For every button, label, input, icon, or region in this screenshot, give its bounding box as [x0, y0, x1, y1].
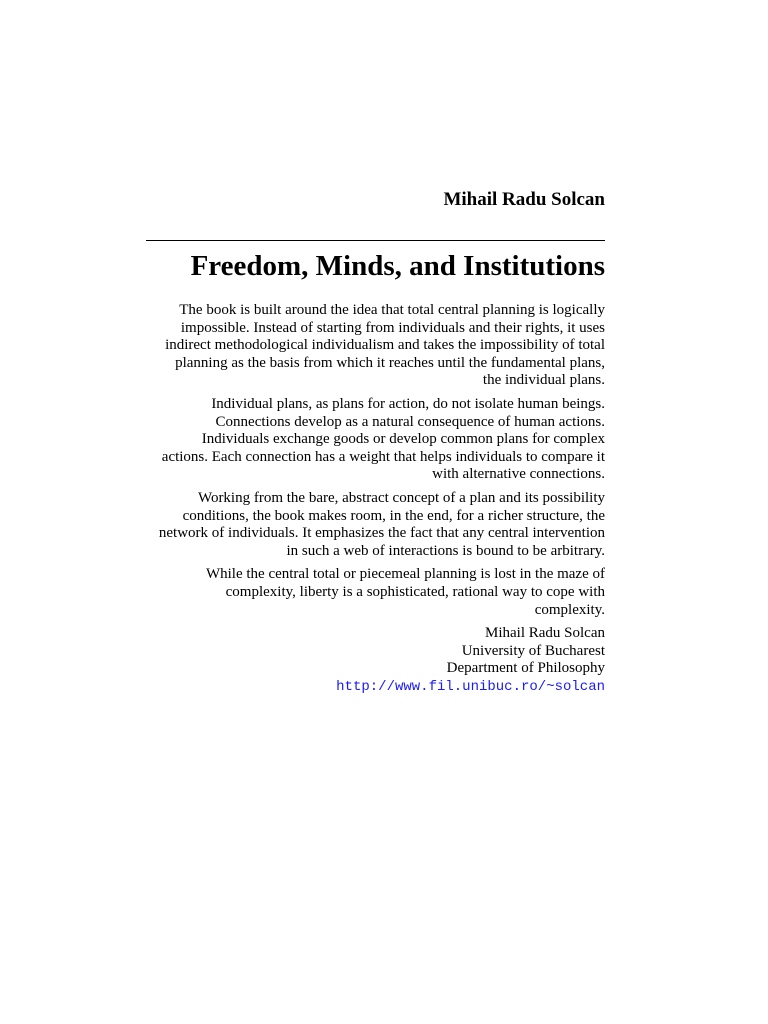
text-line: The book is built around the idea that total central planning is logically	[179, 302, 605, 318]
text-line: network of individuals. It emphasizes the fact that any central intervention	[158, 525, 605, 542]
text-line: indirect methodological individualism and takes the impossibility of total	[165, 337, 605, 354]
text-line: Working from the bare, abstract concept of a plan and its possibility	[197, 489, 605, 506]
text-line: conditions, the book makes room, in the end, for a richer structure, the	[182, 507, 605, 524]
text-line: Connections develop as a natural consequence of human actions.	[215, 413, 605, 430]
text-line: Individual plans, as plans for action, do not isolate human beings.	[211, 395, 605, 412]
homepage-link[interactable]: http://www.fil.unibuc.ro/~solcan	[336, 678, 605, 695]
text-line: impossible. Instead of starting from individuals and their rights, it uses	[180, 319, 605, 336]
text-line: Individuals exchange goods or develop common plans for complex	[201, 431, 605, 448]
abstract-paragraph-2	[146, 396, 605, 484]
abstract-paragraph-4	[146, 566, 605, 619]
text-line: planning as the basis from which it reaches until the fundamental plans,	[175, 354, 605, 371]
text-line: the individual plans.	[482, 372, 605, 389]
abstract	[146, 302, 605, 696]
signature-name: Mihail Radu Solcan	[485, 625, 605, 642]
text-line: complexity.	[534, 601, 605, 618]
signature-block	[146, 625, 605, 696]
signature-department: Department of Philosophy	[446, 660, 605, 677]
author-heading: Mihail Radu Solcan	[443, 189, 605, 210]
abstract-paragraph-1	[146, 302, 605, 390]
text-line: complexity, liberty is a sophisticated, rational way to cope with	[225, 583, 605, 600]
text-line: actions. Each connection has a weight that helps individuals to compare it	[161, 448, 605, 465]
title-rule	[146, 240, 605, 241]
book-title: Freedom, Minds, and Institutions	[190, 250, 605, 282]
signature-url-line	[146, 678, 605, 697]
text-line: While the central total or piecemeal planning is lost in the maze of	[205, 566, 605, 583]
signature-institution: University of Bucharest	[461, 642, 605, 659]
abstract-paragraph-3	[146, 490, 605, 560]
text-line: in such a web of interactions is bound to be arbitrary.	[286, 542, 605, 559]
text-line: with alternative connections.	[432, 466, 605, 483]
